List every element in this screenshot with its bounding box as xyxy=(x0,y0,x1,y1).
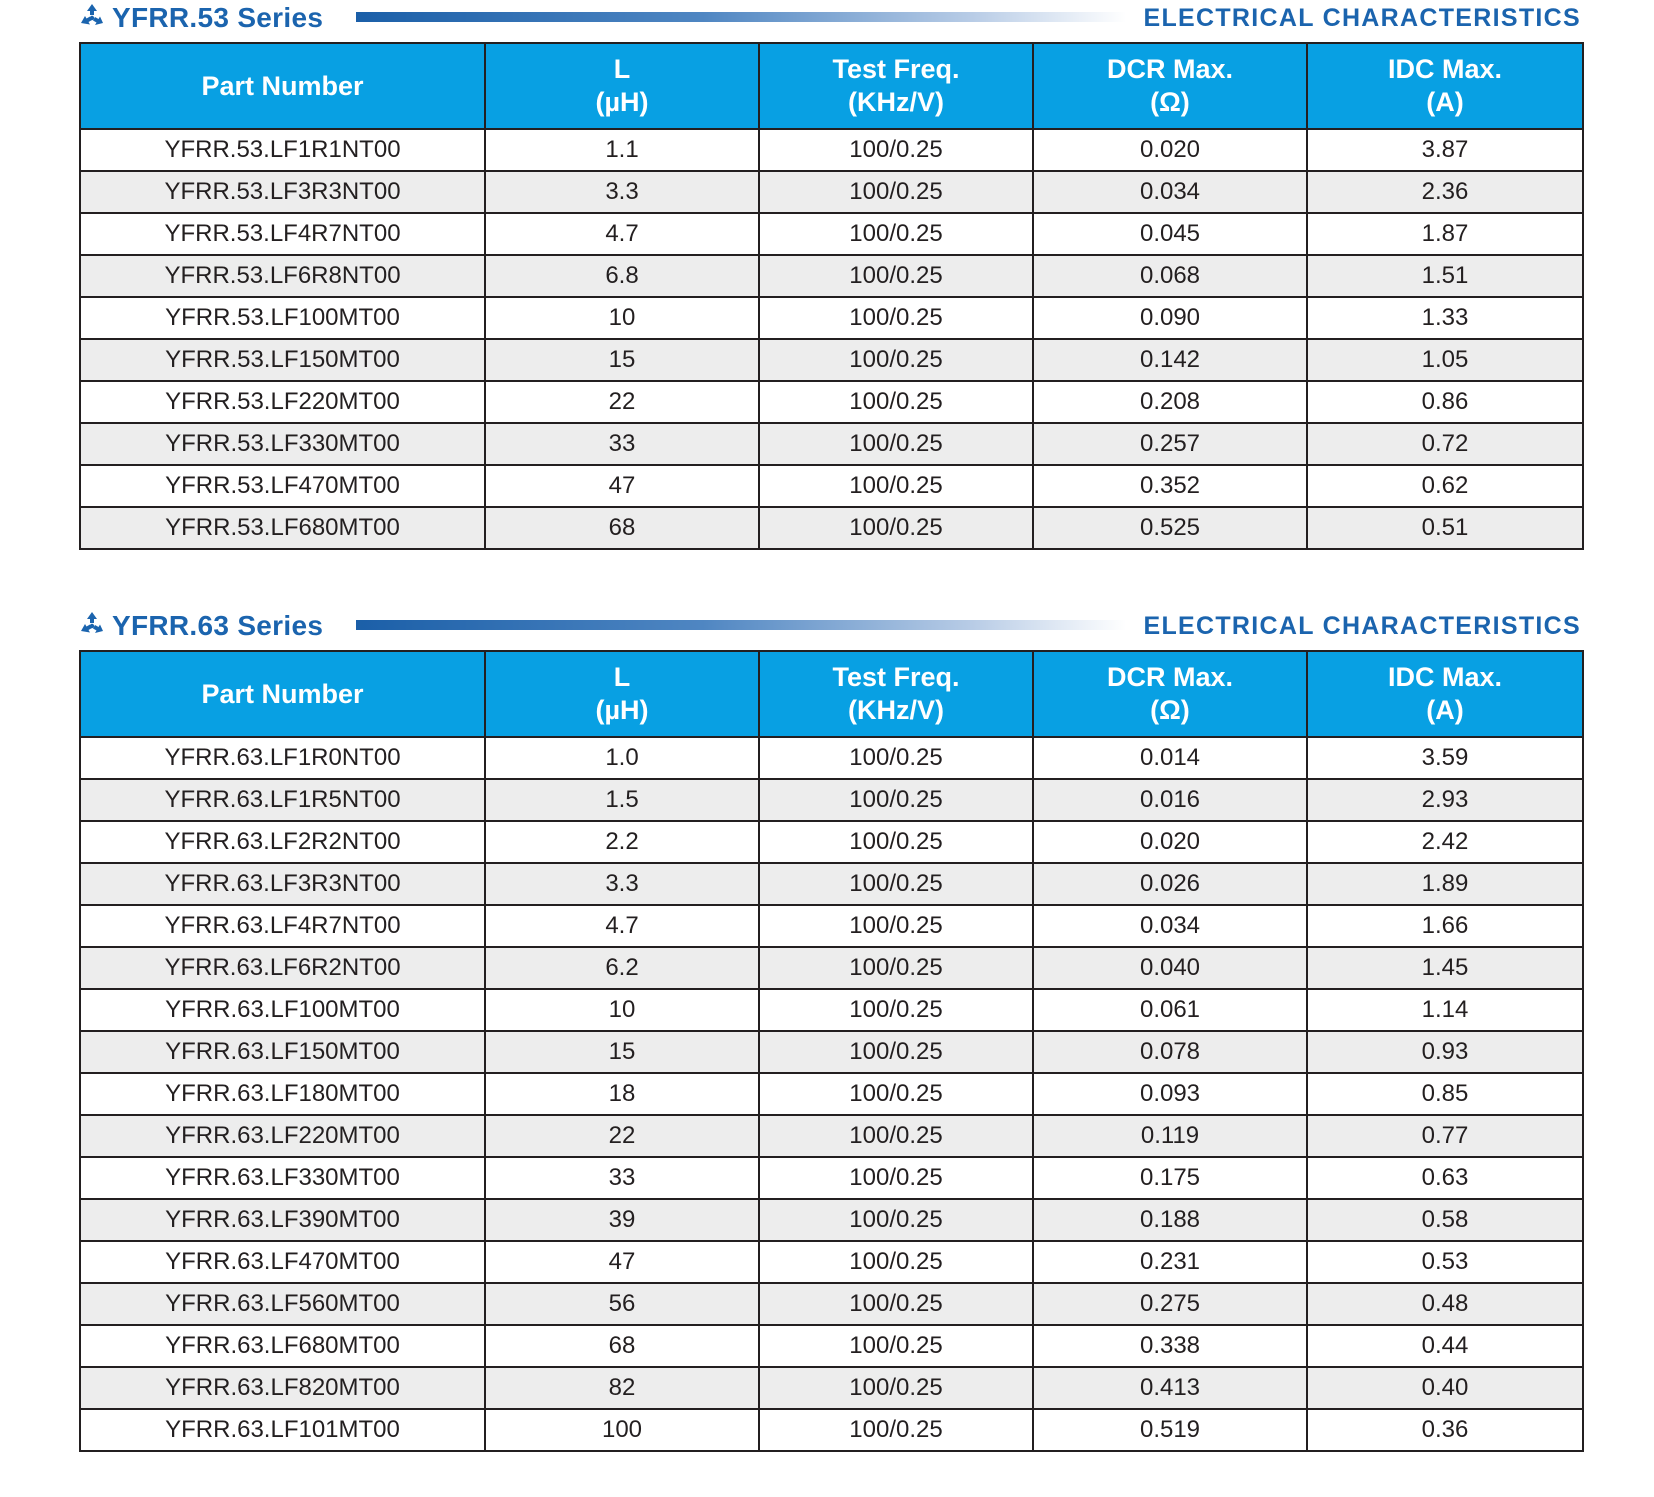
cell-part-number: YFRR.63.LF220MT00 xyxy=(80,1115,485,1157)
header-gradient-bar xyxy=(356,620,1126,630)
cell-dcr-max: 0.188 xyxy=(1033,1199,1307,1241)
table-row xyxy=(80,863,1583,905)
cell-dcr-max: 0.090 xyxy=(1033,297,1307,339)
cell-dcr-max: 0.175 xyxy=(1033,1157,1307,1199)
cell-inductance: 18 xyxy=(485,1073,759,1115)
cell-dcr-max: 0.026 xyxy=(1033,863,1307,905)
cell-idc-max: 0.53 xyxy=(1307,1241,1583,1283)
recycle-icon xyxy=(78,2,106,30)
cell-test-freq: 100/0.25 xyxy=(759,1073,1033,1115)
cell-part-number: YFRR.53.LF330MT00 xyxy=(80,423,485,465)
cell-inductance: 68 xyxy=(485,507,759,549)
cell-part-number: YFRR.63.LF101MT00 xyxy=(80,1409,485,1451)
cell-part-number: YFRR.63.LF180MT00 xyxy=(80,1073,485,1115)
cell-idc-max: 2.42 xyxy=(1307,821,1583,863)
cell-idc-max: 3.87 xyxy=(1307,129,1583,171)
cell-idc-max: 0.62 xyxy=(1307,465,1583,507)
cell-part-number: YFRR.53.LF4R7NT00 xyxy=(80,213,485,255)
table-row xyxy=(80,1157,1583,1199)
cell-part-number: YFRR.63.LF1R5NT00 xyxy=(80,779,485,821)
table-row xyxy=(80,1367,1583,1409)
table-row xyxy=(80,1283,1583,1325)
header-gradient-bar xyxy=(356,12,1126,22)
cell-part-number: YFRR.53.LF470MT00 xyxy=(80,465,485,507)
cell-test-freq: 100/0.25 xyxy=(759,1241,1033,1283)
table-row xyxy=(80,465,1583,507)
cell-part-number: YFRR.63.LF680MT00 xyxy=(80,1325,485,1367)
cell-test-freq: 100/0.25 xyxy=(759,779,1033,821)
cell-test-freq: 100/0.25 xyxy=(759,1031,1033,1073)
cell-test-freq: 100/0.25 xyxy=(759,1157,1033,1199)
cell-inductance: 3.3 xyxy=(485,171,759,213)
section-header xyxy=(0,608,1654,648)
cell-dcr-max: 0.208 xyxy=(1033,381,1307,423)
cell-idc-max: 1.66 xyxy=(1307,905,1583,947)
cell-test-freq: 100/0.25 xyxy=(759,1199,1033,1241)
cell-part-number: YFRR.53.LF1R1NT00 xyxy=(80,129,485,171)
cell-part-number: YFRR.63.LF4R7NT00 xyxy=(80,905,485,947)
cell-inductance: 15 xyxy=(485,339,759,381)
cell-inductance: 10 xyxy=(485,297,759,339)
cell-idc-max: 0.51 xyxy=(1307,507,1583,549)
series-title: YFRR.53 Series xyxy=(112,2,324,33)
table-row xyxy=(80,423,1583,465)
table-body xyxy=(80,129,1583,549)
cell-dcr-max: 0.525 xyxy=(1033,507,1307,549)
cell-test-freq: 100/0.25 xyxy=(759,737,1033,779)
cell-test-freq: 100/0.25 xyxy=(759,1325,1033,1367)
cell-part-number: YFRR.53.LF6R8NT00 xyxy=(80,255,485,297)
table-row xyxy=(80,1241,1583,1283)
cell-part-number: YFRR.53.LF680MT00 xyxy=(80,507,485,549)
table-row xyxy=(80,737,1583,779)
table-row xyxy=(80,1031,1583,1073)
cell-dcr-max: 0.275 xyxy=(1033,1283,1307,1325)
cell-idc-max: 0.72 xyxy=(1307,423,1583,465)
table-body xyxy=(80,737,1583,1451)
cell-test-freq: 100/0.25 xyxy=(759,255,1033,297)
table-row xyxy=(80,171,1583,213)
recycle-icon xyxy=(78,610,106,638)
cell-test-freq: 100/0.25 xyxy=(759,905,1033,947)
cell-idc-max: 0.48 xyxy=(1307,1283,1583,1325)
table-row xyxy=(80,255,1583,297)
cell-idc-max: 1.05 xyxy=(1307,339,1583,381)
cell-idc-max: 0.77 xyxy=(1307,1115,1583,1157)
cell-inductance: 3.3 xyxy=(485,863,759,905)
cell-inductance: 33 xyxy=(485,423,759,465)
cell-inductance: 56 xyxy=(485,1283,759,1325)
cell-idc-max: 1.14 xyxy=(1307,989,1583,1031)
cell-dcr-max: 0.257 xyxy=(1033,423,1307,465)
column-header-idc-max: IDC Max. (A) xyxy=(1307,43,1583,129)
cell-test-freq: 100/0.25 xyxy=(759,863,1033,905)
column-header-test-freq: Test Freq. (KHz/V) xyxy=(759,43,1033,129)
cell-test-freq: 100/0.25 xyxy=(759,1283,1033,1325)
cell-test-freq: 100/0.25 xyxy=(759,213,1033,255)
series-title: YFRR.63 Series xyxy=(112,610,324,641)
cell-inductance: 100 xyxy=(485,1409,759,1451)
table-row xyxy=(80,381,1583,423)
cell-idc-max: 1.33 xyxy=(1307,297,1583,339)
table-row xyxy=(80,507,1583,549)
cell-dcr-max: 0.016 xyxy=(1033,779,1307,821)
cell-inductance: 33 xyxy=(485,1157,759,1199)
cell-dcr-max: 0.045 xyxy=(1033,213,1307,255)
cell-test-freq: 100/0.25 xyxy=(759,171,1033,213)
cell-inductance: 6.2 xyxy=(485,947,759,989)
cell-test-freq: 100/0.25 xyxy=(759,507,1033,549)
cell-idc-max: 0.58 xyxy=(1307,1199,1583,1241)
cell-part-number: YFRR.63.LF470MT00 xyxy=(80,1241,485,1283)
table-header-row xyxy=(80,43,1583,129)
cell-test-freq: 100/0.25 xyxy=(759,423,1033,465)
cell-inductance: 6.8 xyxy=(485,255,759,297)
cell-idc-max: 0.85 xyxy=(1307,1073,1583,1115)
cell-inductance: 47 xyxy=(485,1241,759,1283)
table-row xyxy=(80,297,1583,339)
cell-part-number: YFRR.63.LF330MT00 xyxy=(80,1157,485,1199)
cell-dcr-max: 0.338 xyxy=(1033,1325,1307,1367)
section-subtitle: ELECTRICAL CHARACTERISTICS xyxy=(1143,4,1581,32)
cell-inductance: 10 xyxy=(485,989,759,1031)
cell-test-freq: 100/0.25 xyxy=(759,947,1033,989)
series-section xyxy=(0,608,1654,1443)
cell-dcr-max: 0.034 xyxy=(1033,171,1307,213)
cell-part-number: YFRR.63.LF1R0NT00 xyxy=(80,737,485,779)
column-header-inductance: L (µH) xyxy=(485,651,759,737)
cell-inductance: 1.5 xyxy=(485,779,759,821)
cell-dcr-max: 0.231 xyxy=(1033,1241,1307,1283)
cell-part-number: YFRR.53.LF100MT00 xyxy=(80,297,485,339)
table-row xyxy=(80,1073,1583,1115)
cell-idc-max: 2.93 xyxy=(1307,779,1583,821)
cell-inductance: 82 xyxy=(485,1367,759,1409)
cell-test-freq: 100/0.25 xyxy=(759,465,1033,507)
cell-inductance: 22 xyxy=(485,1115,759,1157)
cell-dcr-max: 0.078 xyxy=(1033,1031,1307,1073)
cell-part-number: YFRR.53.LF3R3NT00 xyxy=(80,171,485,213)
cell-inductance: 15 xyxy=(485,1031,759,1073)
table-row xyxy=(80,213,1583,255)
series-section xyxy=(0,0,1654,541)
cell-part-number: YFRR.63.LF390MT00 xyxy=(80,1199,485,1241)
table-row xyxy=(80,905,1583,947)
cell-inductance: 4.7 xyxy=(485,213,759,255)
cell-dcr-max: 0.020 xyxy=(1033,129,1307,171)
cell-dcr-max: 0.142 xyxy=(1033,339,1307,381)
cell-idc-max: 0.93 xyxy=(1307,1031,1583,1073)
table-row xyxy=(80,947,1583,989)
cell-part-number: YFRR.53.LF150MT00 xyxy=(80,339,485,381)
table-row xyxy=(80,989,1583,1031)
electrical-characteristics-table xyxy=(79,650,1584,1452)
column-header-dcr-max: DCR Max. (Ω) xyxy=(1033,43,1307,129)
table-row xyxy=(80,1199,1583,1241)
cell-idc-max: 0.86 xyxy=(1307,381,1583,423)
cell-inductance: 47 xyxy=(485,465,759,507)
cell-test-freq: 100/0.25 xyxy=(759,129,1033,171)
section-header xyxy=(0,0,1654,40)
cell-idc-max: 1.45 xyxy=(1307,947,1583,989)
column-header-test-freq: Test Freq. (KHz/V) xyxy=(759,651,1033,737)
cell-test-freq: 100/0.25 xyxy=(759,297,1033,339)
cell-inductance: 68 xyxy=(485,1325,759,1367)
cell-dcr-max: 0.034 xyxy=(1033,905,1307,947)
table-row xyxy=(80,1325,1583,1367)
table-header-row xyxy=(80,651,1583,737)
cell-inductance: 22 xyxy=(485,381,759,423)
table-row xyxy=(80,1115,1583,1157)
cell-test-freq: 100/0.25 xyxy=(759,339,1033,381)
cell-inductance: 1.0 xyxy=(485,737,759,779)
cell-dcr-max: 0.413 xyxy=(1033,1367,1307,1409)
column-header-part-number: Part Number xyxy=(80,43,485,129)
cell-idc-max: 0.36 xyxy=(1307,1409,1583,1451)
cell-test-freq: 100/0.25 xyxy=(759,989,1033,1031)
cell-dcr-max: 0.040 xyxy=(1033,947,1307,989)
cell-dcr-max: 0.014 xyxy=(1033,737,1307,779)
cell-test-freq: 100/0.25 xyxy=(759,1115,1033,1157)
cell-idc-max: 2.36 xyxy=(1307,171,1583,213)
cell-part-number: YFRR.63.LF6R2NT00 xyxy=(80,947,485,989)
cell-part-number: YFRR.53.LF220MT00 xyxy=(80,381,485,423)
cell-idc-max: 0.40 xyxy=(1307,1367,1583,1409)
table-row xyxy=(80,129,1583,171)
cell-part-number: YFRR.63.LF100MT00 xyxy=(80,989,485,1031)
table-row xyxy=(80,821,1583,863)
cell-inductance: 39 xyxy=(485,1199,759,1241)
table-row xyxy=(80,1409,1583,1451)
cell-test-freq: 100/0.25 xyxy=(759,381,1033,423)
cell-dcr-max: 0.068 xyxy=(1033,255,1307,297)
cell-idc-max: 1.87 xyxy=(1307,213,1583,255)
cell-idc-max: 1.51 xyxy=(1307,255,1583,297)
cell-part-number: YFRR.63.LF150MT00 xyxy=(80,1031,485,1073)
cell-part-number: YFRR.63.LF820MT00 xyxy=(80,1367,485,1409)
cell-dcr-max: 0.119 xyxy=(1033,1115,1307,1157)
cell-idc-max: 1.89 xyxy=(1307,863,1583,905)
cell-test-freq: 100/0.25 xyxy=(759,1367,1033,1409)
cell-test-freq: 100/0.25 xyxy=(759,821,1033,863)
section-subtitle: ELECTRICAL CHARACTERISTICS xyxy=(1143,612,1581,640)
cell-test-freq: 100/0.25 xyxy=(759,1409,1033,1451)
column-header-dcr-max: DCR Max. (Ω) xyxy=(1033,651,1307,737)
cell-dcr-max: 0.352 xyxy=(1033,465,1307,507)
cell-part-number: YFRR.63.LF560MT00 xyxy=(80,1283,485,1325)
cell-dcr-max: 0.020 xyxy=(1033,821,1307,863)
cell-idc-max: 0.63 xyxy=(1307,1157,1583,1199)
cell-part-number: YFRR.63.LF3R3NT00 xyxy=(80,863,485,905)
cell-inductance: 4.7 xyxy=(485,905,759,947)
column-header-idc-max: IDC Max. (A) xyxy=(1307,651,1583,737)
cell-dcr-max: 0.093 xyxy=(1033,1073,1307,1115)
cell-inductance: 1.1 xyxy=(485,129,759,171)
cell-idc-max: 3.59 xyxy=(1307,737,1583,779)
cell-idc-max: 0.44 xyxy=(1307,1325,1583,1367)
column-header-inductance: L (µH) xyxy=(485,43,759,129)
cell-dcr-max: 0.061 xyxy=(1033,989,1307,1031)
electrical-characteristics-table xyxy=(79,42,1584,550)
cell-inductance: 2.2 xyxy=(485,821,759,863)
table-row xyxy=(80,779,1583,821)
column-header-part-number: Part Number xyxy=(80,651,485,737)
cell-dcr-max: 0.519 xyxy=(1033,1409,1307,1451)
cell-part-number: YFRR.63.LF2R2NT00 xyxy=(80,821,485,863)
table-row xyxy=(80,339,1583,381)
